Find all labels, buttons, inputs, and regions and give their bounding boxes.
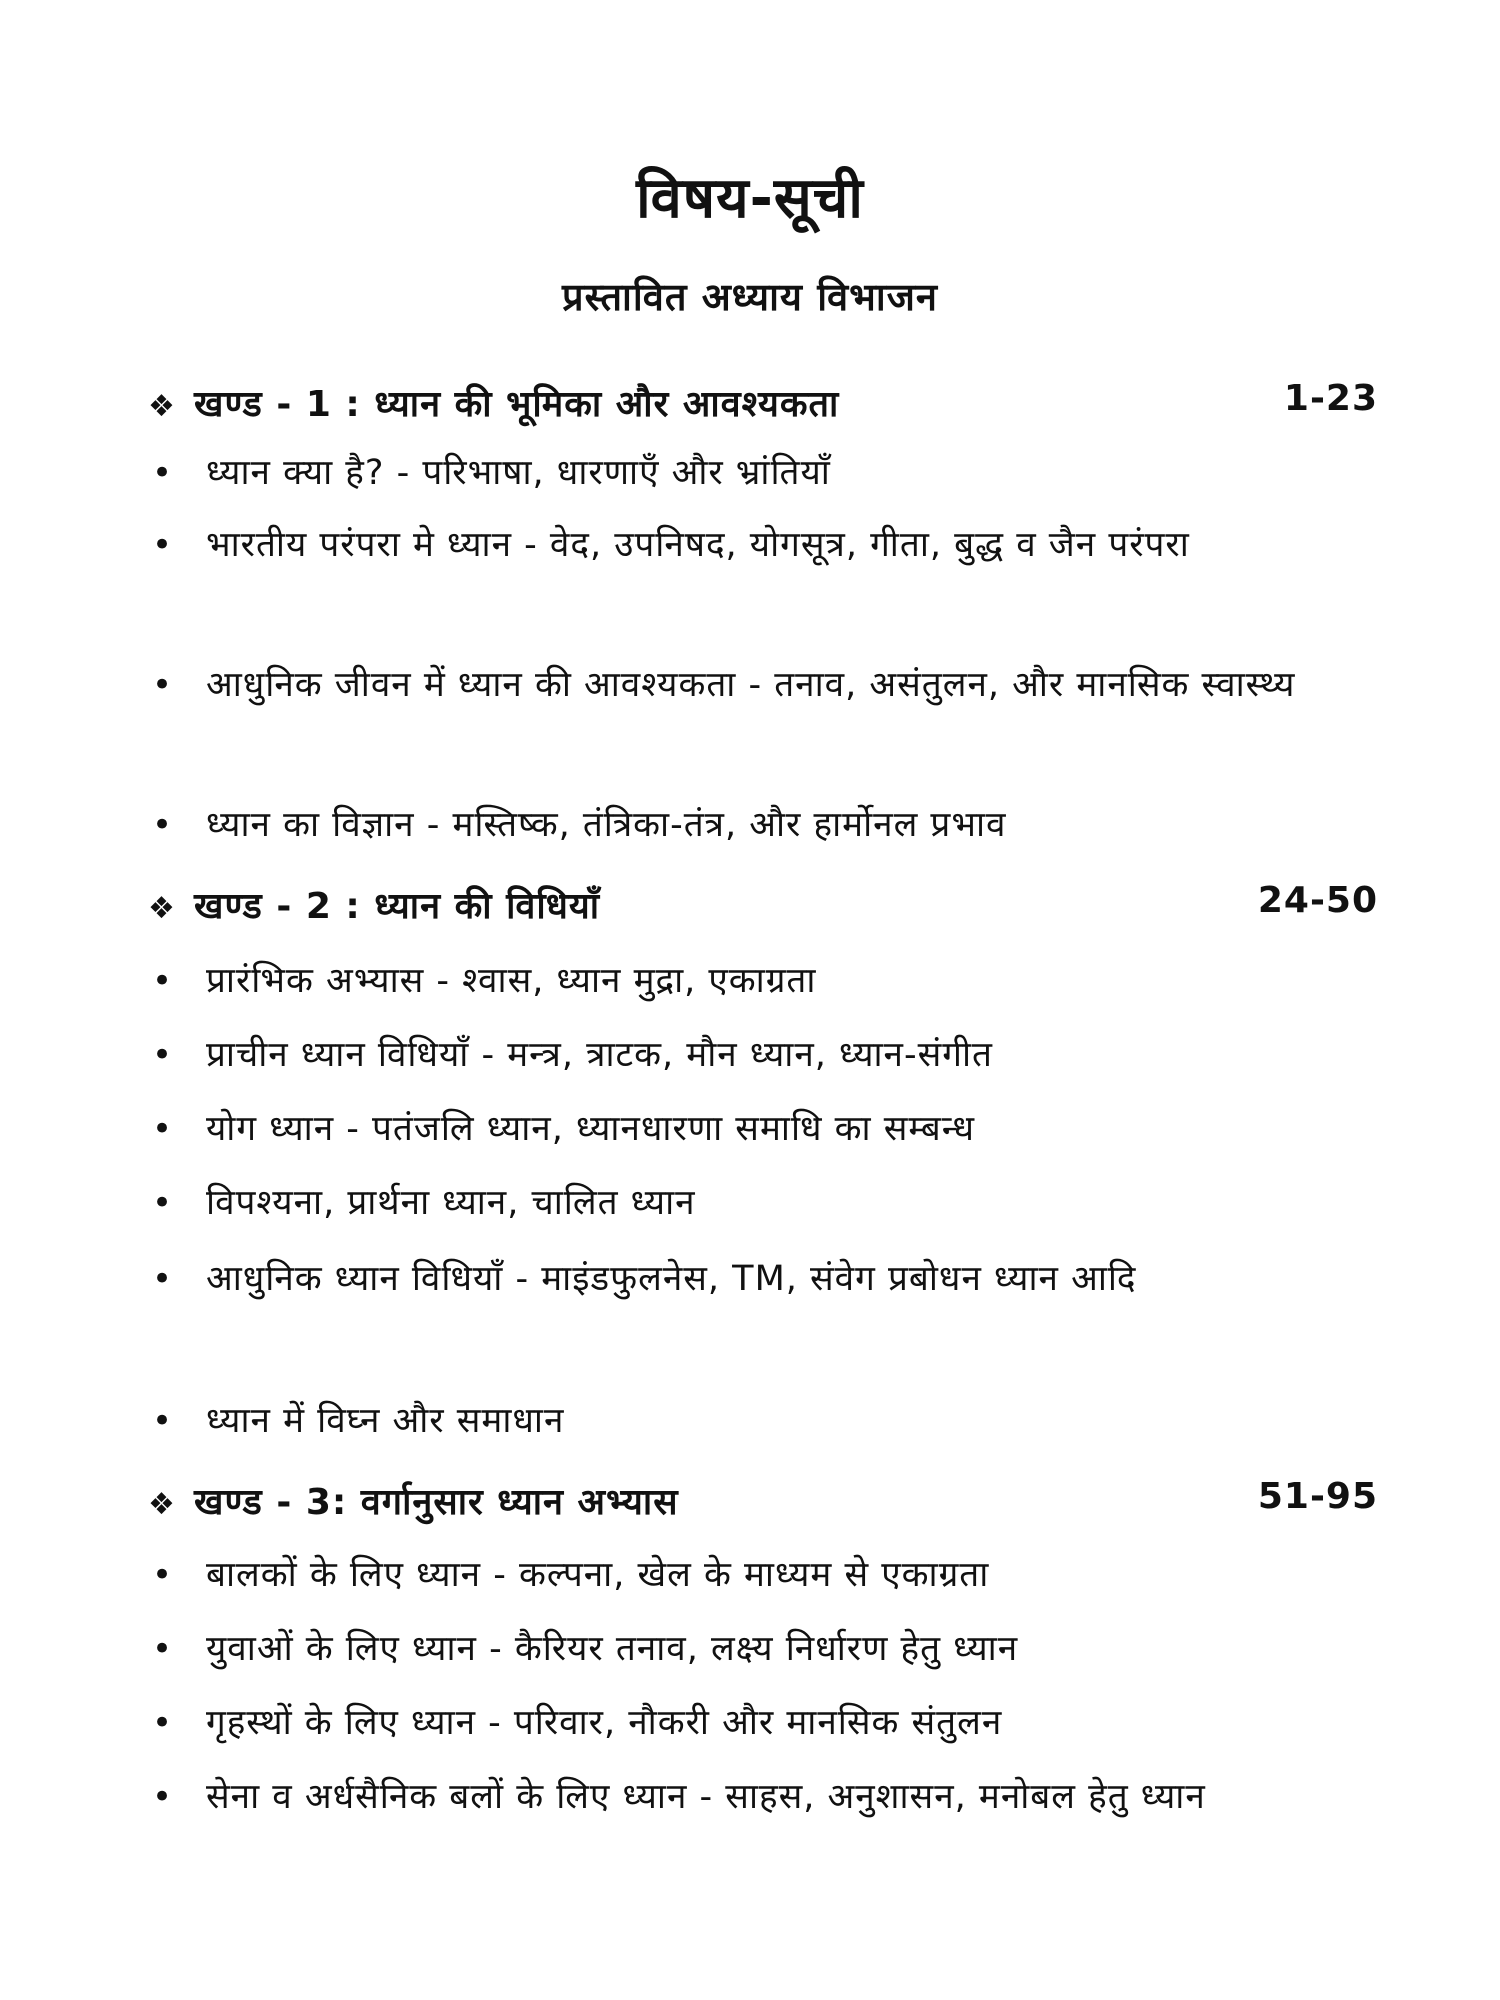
list-item-text: विपश्यना, प्रार्थना ध्यान, चालित ध्यान [206,1183,696,1223]
list-item [148,1170,1358,1236]
bullet-icon: • [152,805,174,845]
list-item [148,1764,1358,1830]
list-item [148,512,1358,578]
list-item [148,1246,1358,1312]
list-item [148,1616,1358,1682]
list-item [148,1542,1358,1608]
bullet-icon: • [152,1401,174,1441]
page-subtitle: प्रस्तावित अध्याय विभाजन [561,275,939,319]
bullet-icon: • [152,1703,174,1743]
section-page-range: 1-23 [1283,378,1378,419]
section-page-range: 51-95 [1257,1476,1378,1517]
list-item [148,1388,1358,1454]
bullet-icon: • [152,1629,174,1669]
list-item-text: प्राचीन ध्यान विधियाँ - मन्त्र, त्राटक, मौन ध्यान, ध्यान-संगीत [206,1035,993,1075]
section-title: खण्ड - 3: वर्गानुसार ध्यान अभ्यास [194,1482,679,1523]
list-item-text: भारतीय परंपरा मे ध्यान - वेद, उपनिषद, योगसूत्र, गीता, बुद्ध व जैन परंपरा [206,525,1190,565]
list-item [148,1022,1358,1088]
section-heading-3 [148,1476,1378,1525]
list-item-text: आधुनिक जीवन में ध्यान की आवश्यकता - तनाव, असंतुलन, और मानसिक स्वास्थ्य [206,665,1296,705]
list-item [148,440,1358,506]
section-title: खण्ड - 1 : ध्यान की भूमिका और आवश्यकता [194,384,840,425]
list-item-text: बालकों के लिए ध्यान - कल्पना, खेल के माध्यम से एकाग्रता [206,1555,990,1595]
section-heading-1 [148,378,1378,427]
list-item-text: आधुनिक ध्यान विधियाँ - माइंडफुलनेस, TM, संवेग प्रबोधन ध्यान आदि [206,1259,1137,1299]
section-page-range: 24-50 [1257,880,1378,921]
list-item [148,792,1358,858]
list-item-text: ध्यान क्या है? - परिभाषा, धारणाएँ और भ्रांतियाँ [206,453,831,493]
list-item-text: सेना व अर्धसैनिक बलों के लिए ध्यान - साहस, अनुशासन, मनोबल हेतु ध्यान [206,1777,1206,1817]
list-item-text: प्रारंभिक अभ्यास - श्वास, ध्यान मुद्रा, एकाग्रता [206,961,817,1001]
bullet-icon: • [152,1109,174,1149]
list-item-text: युवाओं के लिए ध्यान - कैरियर तनाव, लक्ष्य निर्धारण हेतु ध्यान [206,1629,1019,1669]
diamond-bullet-icon: ❖ [148,1487,176,1522]
bullet-icon: • [152,525,174,565]
page-title: विषय-सूची [636,166,864,231]
diamond-bullet-icon: ❖ [148,389,176,424]
bullet-icon: • [152,1183,174,1223]
bullet-icon: • [152,1035,174,1075]
bullet-icon: • [152,1555,174,1595]
list-item [148,1096,1358,1162]
list-item-text: ध्यान का विज्ञान - मस्तिष्क, तंत्रिका-तंत्र, और हार्मोनल प्रभाव [206,805,1007,845]
section-heading-2 [148,880,1378,929]
list-item [148,1690,1358,1756]
list-item-text: ध्यान में विघ्न और समाधान [206,1401,565,1441]
list-item [148,948,1358,1014]
bullet-icon: • [152,665,174,705]
diamond-bullet-icon: ❖ [148,891,176,926]
list-item-text: योग ध्यान - पतंजलि ध्यान, ध्यानधारणा समाधि का सम्बन्ध [206,1109,975,1149]
bullet-icon: • [152,961,174,1001]
list-item-text: गृहस्थों के लिए ध्यान - परिवार, नौकरी और मानसिक संतुलन [206,1703,1003,1743]
bullet-icon: • [152,453,174,493]
bullet-icon: • [152,1777,174,1817]
section-title: खण्ड - 2 : ध्यान की विधियाँ [194,886,601,927]
bullet-icon: • [152,1259,174,1299]
list-item [148,652,1358,718]
